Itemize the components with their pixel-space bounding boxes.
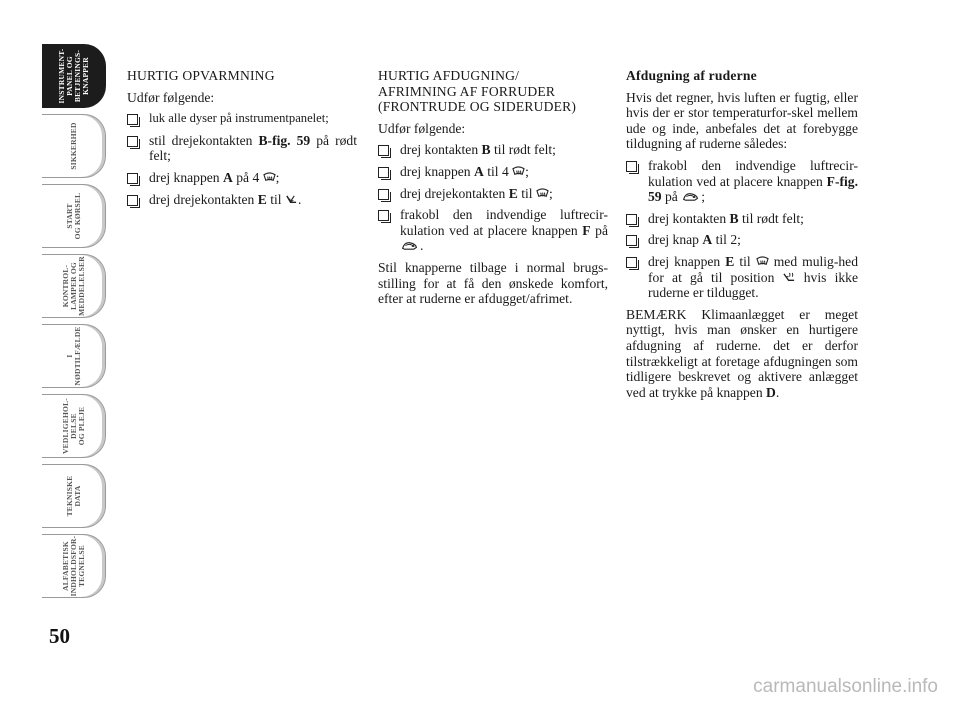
- tab-sikkerhed[interactable]: [42, 114, 106, 178]
- tab-label: SIKKERHED: [68, 122, 78, 170]
- tab-instrumentpanel[interactable]: [42, 44, 106, 108]
- steps-list: [378, 142, 608, 254]
- list-item: drej kontakten B til rødt felt;: [378, 142, 608, 158]
- checkbox-bullet-icon: [378, 189, 389, 200]
- windshield-defrost-icon: [536, 188, 549, 200]
- tab-label: INSTRUMENT- PANEL OG BETJENINGS- KNAPPER: [56, 48, 90, 104]
- feet-airflow-icon: [285, 194, 298, 206]
- column-hurtig-opvarmning: [127, 68, 357, 213]
- closing-paragraph: Stil knapperne tilbage i normal brugs-stilling for at få den ønskede komfort, efter at ruderne er afdugget/afrimet.: [378, 259, 608, 307]
- tab-label: VEDLIGEHOL- DELSE OG PLEJE: [60, 398, 86, 454]
- windshield-defrost-icon: [756, 256, 769, 268]
- checkbox-bullet-icon: [626, 161, 637, 172]
- tab-kontrollamper[interactable]: [42, 254, 106, 318]
- windshield-defrost-icon: [263, 172, 276, 184]
- tab-start-og-korsel[interactable]: [42, 184, 106, 248]
- tab-tekniske-data[interactable]: [42, 464, 106, 528]
- column-afdugning-af-ruderne: [626, 68, 858, 406]
- tab-nodtilfaelde[interactable]: [42, 324, 106, 388]
- tab-label: START OG KØRSEL: [64, 192, 82, 240]
- list-item: luk alle dyser på instrumentpanelet;: [127, 111, 357, 127]
- checkbox-bullet-icon: [127, 114, 138, 125]
- checkbox-bullet-icon: [127, 136, 138, 147]
- watermark-text: carmanualsonline.info: [753, 676, 938, 697]
- section-heading: HURTIG OPVARMNING: [127, 68, 275, 83]
- list-item: drej knappen A til 4 ;: [378, 164, 608, 180]
- checkbox-bullet-icon: [626, 214, 637, 225]
- list-item: stil drejekontakten B-fig. 59 på rødt felt;: [127, 133, 357, 164]
- checkbox-bullet-icon: [626, 235, 637, 246]
- tab-vedligeholdelse[interactable]: [42, 394, 106, 458]
- recirculation-off-icon: [681, 191, 701, 203]
- tab-label: KONTROL- LAMPER OG MEDDELELSER: [60, 256, 86, 316]
- page-number: 50: [49, 624, 70, 648]
- note-paragraph: BEMÆRK Klimaanlægget er meget nyttigt, hvis man ønsker en hurtigere afdugning af ruderne. det er derfor tilstrækkeligt at foretage afdugningen som tidligere beskrevet og aktivere anlægget ved at trykke på knappen D.: [626, 306, 858, 400]
- tab-label: TEKNISKE DATA: [64, 475, 82, 517]
- recirculation-off-icon: [400, 240, 420, 252]
- list-item: drej kontakten B til rødt felt;: [626, 211, 858, 227]
- list-item: drej knap A til 2;: [626, 232, 858, 248]
- windshield-defrost-icon: [512, 166, 525, 178]
- checkbox-bullet-icon: [378, 145, 389, 156]
- checkbox-bullet-icon: [127, 173, 138, 184]
- intro-text: Udfør følgende:: [378, 120, 466, 136]
- tab-indholdsfortegnelse[interactable]: [42, 534, 106, 598]
- intro-paragraph: Hvis det regner, hvis luften er fugtig, eller hvis der er stor temperaturfor-skel mellem ude og inde, anbefales det at forebygge tildugning af ruderne således:: [626, 89, 858, 152]
- list-item: drej drejekontakten E til .: [127, 192, 357, 208]
- column-hurtig-afdugning: [378, 68, 608, 313]
- intro-text: Udfør følgende:: [127, 89, 215, 105]
- steps-list: [127, 111, 357, 207]
- list-item: drej knappen E til med mulig-hed for at gå til position hvis ikke ruderne er tildugget.: [626, 254, 858, 301]
- checkbox-bullet-icon: [378, 210, 389, 221]
- windshield-and-feet-airflow-icon: [783, 272, 796, 284]
- tab-label: ALFABETISK INDHOLDSFOR- TEGNELSE: [60, 535, 86, 597]
- section-heading: Afdugning af ruderne: [626, 68, 757, 83]
- section-heading: HURTIG AFDUGNING/ AFRIMNING AF FORRUDER (FRONTRUDE OG SIDERUDER): [378, 68, 577, 115]
- list-item: drej drejekontakten E til ;: [378, 186, 608, 202]
- checkbox-bullet-icon: [626, 257, 637, 268]
- list-item: frakobl den indvendige luftrecir-kulation ved at placere knappen F-fig. 59 på ;: [626, 158, 858, 205]
- tab-label: I NØDTILFÆLDE: [64, 326, 82, 386]
- checkbox-bullet-icon: [127, 195, 138, 206]
- checkbox-bullet-icon: [378, 167, 389, 178]
- list-item: frakobl den indvendige luftrecir-kulation ved at placere knappen F på .: [378, 207, 608, 254]
- list-item: drej knappen A på 4 ;: [127, 170, 357, 186]
- steps-list: [626, 158, 858, 301]
